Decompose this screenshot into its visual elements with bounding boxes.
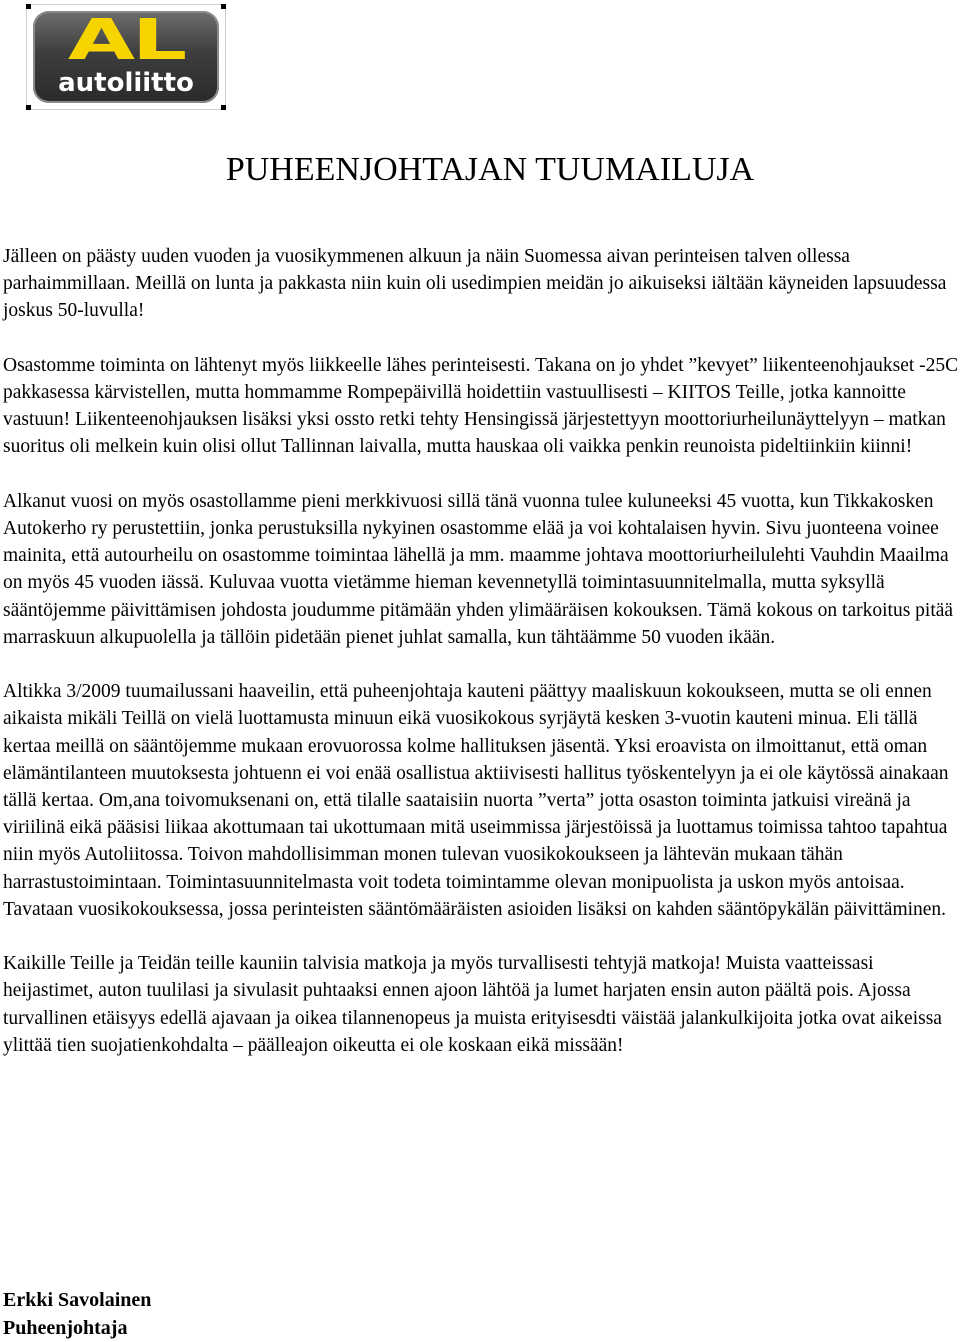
frame-corner: [221, 105, 226, 110]
document-title: PUHEENJOHTAJAN TUUMAILUJA: [225, 151, 755, 188]
document-body: [3, 243, 959, 1086]
paragraph: Alkanut vuosi on myös osastollamme pieni merkkivuosi sillä tänä vuonna tulee kuluneeksi 45 vuotta, kun Tikkakosken Autokerho ry perustettiin, jonka perustuksilla nykyinen osastomme elää ja voi kohtalaisen hyvin. Sivu juonteena voinee mainita, että autourheilu on osastomme toimintaa lähellä ja mm. maamme johtava moottoriurheilulehti Vauhdin Maailma on myös 45 vuoden iässä. Kuluvaa vuotta vietämme hieman kevennetyllä toimintasuunnitelmalla, mutta syksyllä sääntöjemme päivittämisen johdosta joudumme pitämään yhden ylimääräisen kokouksen. Tämä kokous on tarkoitus pitää marraskuun alkupuolella ja tällöin pidetään pienet juhlat samalla, kun tähtäämme 50 vuoden ikään.: [3, 490, 954, 648]
frame-corner: [26, 105, 31, 110]
paragraph: Osastomme toiminta on lähtenyt myös liikkeelle lähes perinteisesti. Takana on jo yhdet ”kevyet” liikenteenohjaukset -25C pakkasessa kärvistellen, mutta hommamme Rompepäivillä hoidettiin vastuullisesti – KIITOS Teille, jotka kannoitte vastuun! Liikenteenohjauksen lisäksi yksi ossto retki tehty Hensingissä järjestettyyn moottoriurheilunäyttelyyn – matkan suoritus oli melkein kuin olisi ollut Tallinnan laivalla, mutta hauskaa oli vaikka penkin reunoista pideltiinkiin kiinni!: [3, 354, 959, 458]
signature-name: Erkki Savolainen: [3, 1289, 152, 1311]
signature: [3, 1287, 151, 1342]
paragraph: Altikka 3/2009 tuumailussani haaveilin, että puheenjohtaja kauteni päättyy maaliskuun kokoukseen, mutta se oli ennen aikaista mikäli Teillä on vielä luottamusta minuun eikä vuosikokous syrjäytä kesken 3-vuotin kauteni minua. Eli tällä kertaa meillä on sääntöjemme mukaan erovuorossa kolme hallituksen jäsentä. Yksi eroavista on ilmoittanut, että oman elämäntilanteen muutoksesta johtuenn ei voi enää osallistua aktiivisesti hallitus työskentelyyn ja ei ole käytössä ainakaan tällä kertaa. Om,ana toivomuksenani on, että tilalle saataisiin nuorta ”verta” jotta osaston toiminta jatkuisi vireänä ja viriilinä eikä pääsisi liikaa akottumaan tai ukottumaan mitä useimmissa järjestöissä ja luottamus toimissa tahtoo tapahtua niin myös Autoliitossa. Toivon mahdollisimman monen tulevan vuosikokoukseen ja lähtevän mukaan tähän harrastustoimintaan. Toimintasuunnitelmasta voit todeta toimintamme olevan monipuolista ja uskon myös antoisaa. Tavataan vuosikokouksessa, jossa perinteisten sääntömääräisten asioiden lisäksi on kahden sääntöpykälän päivittäminen.: [3, 681, 949, 920]
logo-frame: [26, 4, 226, 110]
autoliitto-logo: [33, 11, 219, 103]
paragraph: Jälleen on päästy uuden vuoden ja vuosikymmenen alkuun ja näin Suomessa aivan perinteisen talven ollessa parhaimmillaan. Meillä on lunta ja pakkasta niin kuin oli usedimpien meidän jo aikuiseksi iältään käyneiden lapsuudessa joskus 50-luvulla!: [3, 246, 947, 322]
paragraph: Kaikille Teille ja Teidän teille kauniin talvisia matkoja ja myös turvallisesti tehtyjä matkoja! Muista vaatteissasi heijastimet, auton tuulilasi ja sivulasit puhtaaksi ennen ajoon lähtöä ja lumet harjaten ensin auton päältä pois. Ajossa turvallinen etäisyys edellä ajavaan ja oikea tilannenopeus ja muista erityisesdti väistää jalankulkijoita jotka ovat aikeissa ylittää tien suojatienkohdalta – päälleajon oikeutta ei ole koskaan eikä missään!: [3, 953, 942, 1056]
frame-corner: [221, 4, 226, 9]
signature-role: Puheenjohtaja: [3, 1316, 128, 1339]
frame-corner: [26, 4, 31, 9]
logo-mark: AL: [67, 11, 185, 73]
logo-wordmark: autoliitto: [58, 68, 194, 98]
